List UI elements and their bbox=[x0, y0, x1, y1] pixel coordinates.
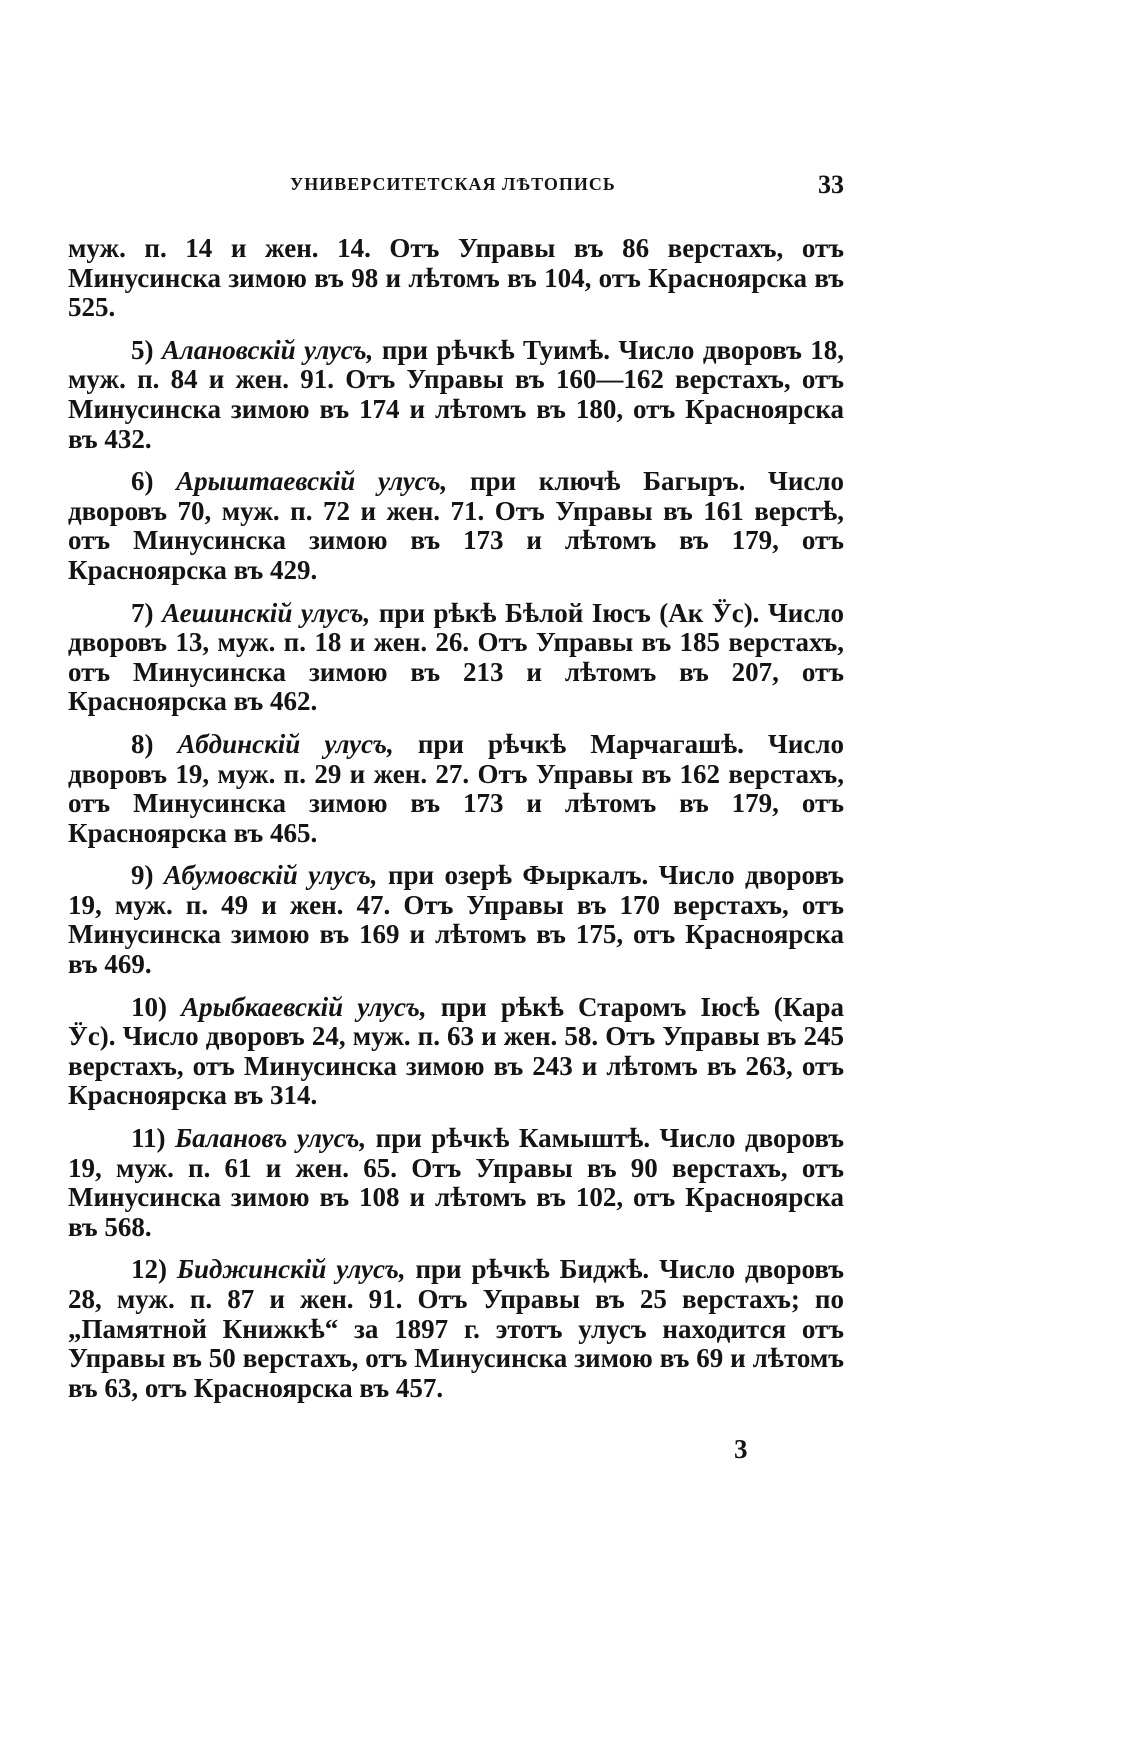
ulus-name: Балановъ улусъ, bbox=[174, 1123, 367, 1154]
paragraph-text: при ключѣ Багыръ. Число дворовъ 70, муж. п. 72 и жен. 71. Отъ Управы въ 161 верстѣ, отъ Минусинска зимою въ 173 и лѣтомъ въ 179, отъ Красноярска въ 429. bbox=[68, 466, 845, 585]
ulus-name: Абдинскій улусъ, bbox=[177, 728, 394, 759]
paragraph-text: при рѣчкѣ Марчагашѣ. Число дворовъ 19, муж. п. 29 и жен. 27. Отъ Управы въ 162 верстахъ, отъ Минусинска зимою въ 173 и лѣтомъ въ 179, отъ Красноярска въ 465. bbox=[68, 728, 845, 848]
paragraph-text: при рѣкѣ Старомъ Іюсѣ (Кара Ӱс). Число дворовъ 24, муж. п. 63 и жен. 58. Отъ Управы въ 245 верстахъ, отъ Минусинска зимою въ 243 и лѣтомъ въ 263, отъ Красноярска въ 314. bbox=[68, 991, 845, 1111]
paragraph-text: муж. п. 14 и жен. 14. Отъ Управы въ 86 верстахъ, отъ Минусинска зимою въ 98 и лѣтомъ въ 104, отъ Красноярска въ 525. bbox=[68, 233, 844, 323]
running-head bbox=[68, 170, 844, 200]
entry-number: 9) bbox=[131, 860, 154, 891]
entry-number: 8) bbox=[131, 728, 154, 759]
ulus-name: Абумовскій улусъ, bbox=[163, 860, 378, 891]
paragraph-text: при рѣчкѣ Туимѣ. Число дворовъ 18, муж. п. 84 и жен. 91. Отъ Управы въ 160—162 верстахъ, отъ Минусинска зимою въ 174 и лѣтомъ въ 180, отъ Красноярска въ 432. bbox=[68, 334, 845, 454]
paragraph-continuation bbox=[68, 234, 844, 323]
paragraph-ulus-12 bbox=[68, 1255, 844, 1403]
paragraph-text: при озерѣ Фыркалъ. Число дворовъ 19, муж. п. 49 и жен. 47. Отъ Управы въ 170 верстахъ, отъ Минусинска зимою въ 169 и лѣтомъ въ 175, отъ Красноярска въ 469. bbox=[68, 860, 845, 980]
entry-number: 12) bbox=[131, 1254, 167, 1285]
paragraph-ulus-10 bbox=[68, 993, 844, 1111]
paragraph-ulus-9 bbox=[68, 861, 844, 979]
body-text bbox=[68, 234, 844, 1416]
entry-number: 10) bbox=[131, 991, 167, 1022]
page-number: 33 bbox=[818, 170, 844, 199]
entry-number: 6) bbox=[131, 466, 154, 497]
paragraph-ulus-8 bbox=[68, 730, 844, 848]
running-title: УНИВЕРСИТЕТСКАЯ ЛѢТОПИСЬ bbox=[290, 174, 616, 194]
ulus-name: Алановскій улусъ, bbox=[161, 334, 374, 365]
paragraph-ulus-5 bbox=[68, 336, 844, 454]
ulus-name: Биджинскій улусъ, bbox=[176, 1254, 406, 1285]
paragraph-text: при рѣкѣ Бѣлой Іюсъ (Ак Ӱс). Число дворовъ 13, муж. п. 18 и жен. 26. Отъ Управы въ 185 верстахъ, отъ Минусинска зимою въ 213 и лѣтомъ въ 207, отъ Красноярска въ 462. bbox=[68, 597, 844, 717]
ulus-name: Арыштаевскій улусъ, bbox=[176, 466, 448, 497]
paragraph-ulus-11 bbox=[68, 1124, 844, 1242]
signature-mark: 3 bbox=[734, 1434, 748, 1464]
ulus-name: Аешинскій улусъ, bbox=[162, 597, 371, 628]
paragraph-text: при рѣчкѣ Биджѣ. Число дворовъ 28, муж. п. 87 и жен. 91. Отъ Управы въ 25 верстахъ; по „Памятной Книжкѣ“ за 1897 г. этотъ улусъ находится отъ Управы въ 50 верстахъ, отъ Минусинска зимою въ 69 и лѣтомъ въ 63, отъ Красноярска въ 457. bbox=[68, 1254, 845, 1403]
entry-number: 7) bbox=[131, 597, 154, 628]
paragraph-ulus-6 bbox=[68, 467, 844, 585]
paragraph-ulus-7 bbox=[68, 599, 844, 717]
entry-number: 5) bbox=[131, 334, 154, 365]
paragraph-text: при рѣчкѣ Камыштѣ. Число дворовъ 19, муж. п. 61 и жен. 65. Отъ Управы въ 90 верстахъ, отъ Минусинска зимою въ 108 и лѣтомъ въ 102, отъ Красноярска въ 568. bbox=[68, 1123, 845, 1242]
entry-number: 11) bbox=[131, 1123, 166, 1154]
ulus-name: Арыбкаевскій улусъ, bbox=[181, 991, 427, 1022]
